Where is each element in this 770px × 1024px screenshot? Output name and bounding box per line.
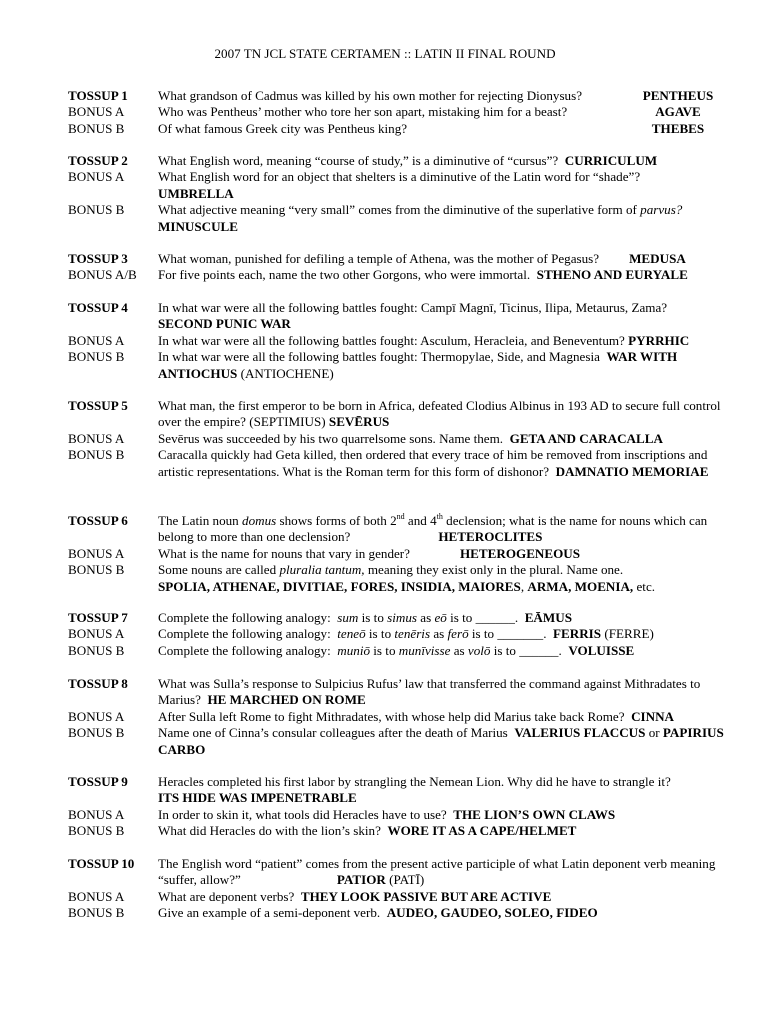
bonus-a-question: What are deponent verbs? THEY LOOK PASSIVE BUT ARE ACTIVE xyxy=(158,888,552,904)
bonus-a-row xyxy=(68,709,728,725)
bonus-b-row xyxy=(68,905,728,921)
tossup-question: What grandson of Cadmus was killed by his own mother for rejecting Dionysus? xyxy=(158,88,583,103)
question-6 xyxy=(68,513,728,595)
tossup-question: The English word “patient” comes from the present active participle of what Latin deponent verb meaning “suffer, allow?” PATIOR (PATĪ) xyxy=(158,856,716,888)
tossup-label: TOSSUP 4 xyxy=(68,300,128,315)
bonus-a-question: Complete the following analogy: teneō is to tenēris as ferō is to _______. FERRIS (FERRE) xyxy=(158,626,654,642)
tossup-question: Complete the following analogy: sum is to simus as eō is to ______. EĀMUS xyxy=(158,610,572,625)
bonus-ab-label: BONUS A/B xyxy=(68,267,137,283)
bonus-b-label: BONUS B xyxy=(68,642,125,658)
bonus-a-label: BONUS A xyxy=(68,332,125,348)
question-1 xyxy=(68,88,728,137)
bonus-a-row xyxy=(68,333,728,349)
bonus-b-answer: SPOLIA, ATHENAE, DIVITIAE, FORES, INSIDIA, MAIORES xyxy=(158,578,521,594)
bonus-a-answer: AGAVE xyxy=(655,104,701,120)
bonus-b-question: Name one of Cinna’s consular colleagues after the death of Marius VALERIUS FLACCUS or PAPIRIUS CARBO xyxy=(158,725,724,757)
bonus-a-question: What English word for an object that shelters is a diminutive of the Latin word for “shade”? UMBRELLA xyxy=(158,169,641,201)
tossup-answer: SECOND PUNIC WAR xyxy=(158,316,291,332)
bonus-b-question: In what war were all the following battles fought: Thermopylae, Side, and Magnesia WAR WITH ANTIOCHUS (ANTIOCHENE) xyxy=(158,349,678,381)
bonus-a-label: BONUS A xyxy=(68,626,125,642)
tossup-row xyxy=(68,398,728,431)
bonus-a-row xyxy=(68,169,728,202)
bonus-a-question: In order to skin it, what tools did Heracles have to use? THE LION’S OWN CLAWS xyxy=(158,806,616,822)
bonus-b-label: BONUS B xyxy=(68,349,125,365)
bonus-b-row xyxy=(68,349,728,382)
bonus-a-question: In what war were all the following battles fought: Asculum, Heracleia, and Beneventum? PYRRHIC xyxy=(158,332,690,348)
bonus-a-question: After Sulla left Rome to fight Mithradates, with whose help did Marius take back Rome? CINNA xyxy=(158,708,675,724)
tossup-label: TOSSUP 2 xyxy=(68,153,128,168)
bonus-a-answer: GETA AND CARACALLA xyxy=(509,430,663,446)
bonus-ab-question: For five points each, name the two other Gorgons, who were immortal. STHENO AND EURYALE xyxy=(158,267,688,283)
bonus-b-question: What adjective meaning “very small” comes from the diminutive of the superlative form of parvus? MINUSCULE xyxy=(158,202,683,234)
bonus-a-label: BONUS A xyxy=(68,806,125,822)
question-8 xyxy=(68,676,728,758)
tossup-label: TOSSUP 9 xyxy=(68,774,128,789)
tossup-label: TOSSUP 5 xyxy=(68,398,128,413)
tossup-row xyxy=(68,153,728,169)
bonus-b-row xyxy=(68,447,728,480)
bonus-a-label: BONUS A xyxy=(68,708,125,724)
tossup-answer: CURRICULUM xyxy=(564,153,658,168)
bonus-a-row xyxy=(68,889,728,905)
tossup-label: TOSSUP 7 xyxy=(68,610,128,625)
bonus-b-label: BONUS B xyxy=(68,202,125,218)
tossup-answer: PENTHEUS xyxy=(642,88,714,103)
bonus-b-label: BONUS B xyxy=(68,823,125,839)
bonus-b-question: Some nouns are called pluralia tantum, meaning they exist only in the plural. Name one. SPOLIA, ATHENAE, DIVITIAE, FORES, INSIDIA, MAIORES, ARMA, MOENIA, etc. xyxy=(158,562,656,594)
tossup-answer: HETEROCLITES xyxy=(438,529,543,545)
bonus-a-question: Sevērus was succeeded by his two quarrelsome sons. Name them. GETA AND CARACALLA xyxy=(158,430,663,446)
bonus-b-answer: WAR WITH ANTIOCHUS xyxy=(158,349,678,381)
bonus-ab-answer: STHENO AND EURYALE xyxy=(536,267,688,283)
bonus-b-label: BONUS B xyxy=(68,120,125,136)
bonus-a-label: BONUS A xyxy=(68,169,125,185)
tossup-question: The Latin noun domus shows forms of both 2nd and 4th declension; what is the name for nouns which can belong to more than one declension? HETEROCLITES xyxy=(158,511,708,545)
tossup-question: What woman, punished for defiling a temple of Athena, was the mother of Pegasus? MEDUSA xyxy=(158,251,686,266)
bonus-b-question: Of what famous Greek city was Pentheus king? xyxy=(158,120,408,136)
tossup-label: TOSSUP 1 xyxy=(68,88,128,103)
bonus-a-row xyxy=(68,104,728,120)
tossup-row xyxy=(68,610,728,626)
tossup-answer: MEDUSA xyxy=(629,251,686,266)
bonus-b-label: BONUS B xyxy=(68,905,125,921)
bonus-b-answer: MINUSCULE xyxy=(158,218,239,234)
tossup-label: TOSSUP 6 xyxy=(68,513,128,528)
bonus-b-row xyxy=(68,121,728,137)
tossup-question: Heracles completed his first labor by strangling the Nemean Lion. Why did he have to strangle it? ITS HIDE WAS IMPENETRABLE xyxy=(158,774,671,806)
tossup-question: In what war were all the following battles fought: Campī Magnī, Ticinus, Ilipa, Metaurus, Zama? SECOND PUNIC WAR xyxy=(158,300,668,332)
bonus-b-answer: WORE IT AS A CAPE/HELMET xyxy=(387,823,577,839)
tossup-row xyxy=(68,513,728,546)
question-9 xyxy=(68,774,728,840)
tossup-row xyxy=(68,251,728,267)
bonus-b-answer: AUDEO, GAUDEO, SOLEO, FIDEO xyxy=(386,905,598,921)
bonus-a-answer: FERRIS xyxy=(553,626,602,642)
bonus-b-label: BONUS B xyxy=(68,562,125,578)
tossup-label: TOSSUP 3 xyxy=(68,251,128,266)
bonus-a-answer: UMBRELLA xyxy=(158,185,234,201)
tossup-row xyxy=(68,300,728,333)
bonus-b-answer: VALERIUS FLACCUS xyxy=(514,725,646,741)
bonus-a-row xyxy=(68,626,728,642)
question-3 xyxy=(68,251,728,284)
bonus-a-label: BONUS A xyxy=(68,888,125,904)
bonus-a-label: BONUS A xyxy=(68,545,125,561)
bonus-a-answer: THEY LOOK PASSIVE BUT ARE ACTIVE xyxy=(300,888,552,904)
tossup-question: What man, the first emperor to be born in Africa, defeated Clodius Albinus in 193 AD to secure full control over the empire? (SEPTIMIUS) SEVĒRUS xyxy=(158,398,721,430)
bonus-b-question: Give an example of a semi-deponent verb. AUDEO, GAUDEO, SOLEO, FIDEO xyxy=(158,905,598,921)
tossup-label: TOSSUP 8 xyxy=(68,676,128,691)
tossup-answer: ITS HIDE WAS IMPENETRABLE xyxy=(158,790,357,806)
bonus-ab-row xyxy=(68,267,728,283)
tossup-row xyxy=(68,88,728,104)
tossup-answer: SEVĒRUS xyxy=(328,414,390,430)
bonus-a-label: BONUS A xyxy=(68,430,125,446)
bonus-b-label: BONUS B xyxy=(68,447,125,463)
bonus-b-answer: VOLUISSE xyxy=(568,642,635,658)
bonus-a-row xyxy=(68,546,728,562)
bonus-b-question: Caracalla quickly had Geta killed, then ordered that every trace of him be removed from inscriptions and artistic representations. What is the Roman term for this form of dishonor? DAMNATIO MEMORIAE xyxy=(158,447,709,479)
bonus-b-row xyxy=(68,643,728,659)
bonus-a-answer: CINNA xyxy=(631,708,675,724)
bonus-b-label: BONUS B xyxy=(68,725,125,741)
bonus-b-row xyxy=(68,202,728,235)
bonus-b-answer: DAMNATIO MEMORIAE xyxy=(555,463,709,479)
question-5 xyxy=(68,398,728,480)
tossup-row xyxy=(68,856,728,889)
bonus-a-answer: THE LION’S OWN CLAWS xyxy=(453,806,616,822)
bonus-b-question: Complete the following analogy: muniō is to munīvisse as volō is to ______. VOLUISSE xyxy=(158,642,635,658)
page-title: 2007 TN JCL STATE CERTAMEN :: LATIN II FINAL ROUND xyxy=(214,46,556,61)
bonus-b-row xyxy=(68,562,728,595)
tossup-row xyxy=(68,676,728,709)
bonus-a-question: What is the name for nouns that vary in gender? HETEROGENEOUS xyxy=(158,545,581,561)
bonus-a-answer: HETEROGENEOUS xyxy=(459,545,581,561)
bonus-a-answer: PYRRHIC xyxy=(628,332,690,348)
bonus-b-row xyxy=(68,725,728,758)
bonus-a-question: Who was Pentheus’ mother who tore her son apart, mistaking him for a beast? xyxy=(158,104,568,120)
bonus-b-answer: THEBES xyxy=(651,120,705,136)
bonus-a-row xyxy=(68,431,728,447)
tossup-row xyxy=(68,774,728,807)
question-7 xyxy=(68,610,728,659)
bonus-a-label: BONUS A xyxy=(68,104,125,120)
bonus-b-row xyxy=(68,823,728,839)
bonus-a-row xyxy=(68,807,728,823)
tossup-question: What English word, meaning “course of study,” is a diminutive of “cursus”? CURRICULUM xyxy=(158,153,658,168)
question-2 xyxy=(68,153,728,235)
tossup-question: What was Sulla’s response to Sulpicius Rufus’ law that transferred the command against Mithradates to Marius? HE MARCHED ON ROME xyxy=(158,676,701,708)
bonus-b-question: What did Heracles do with the lion’s skin? WORE IT AS A CAPE/HELMET xyxy=(158,823,577,839)
question-10 xyxy=(68,856,728,922)
tossup-answer: HE MARCHED ON ROME xyxy=(207,692,366,708)
tossup-answer: EĀMUS xyxy=(524,610,572,625)
tossup-answer: PATIOR xyxy=(336,872,386,888)
question-4 xyxy=(68,300,728,382)
tossup-label: TOSSUP 10 xyxy=(68,856,135,871)
